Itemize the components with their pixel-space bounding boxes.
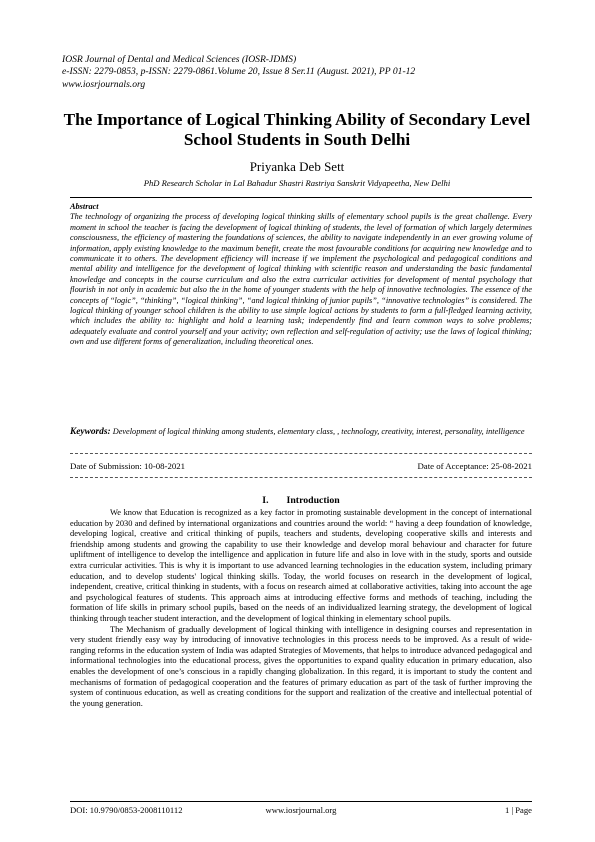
issn-line: e-ISSN: 2279-0853, p-ISSN: 2279-0861.Volume 20, Issue 8 Ser.11 (August. 2021), PP 01-12 xyxy=(62,66,416,78)
journal-header xyxy=(62,54,532,91)
section-heading xyxy=(70,495,532,507)
body-text xyxy=(70,508,532,709)
abstract-block xyxy=(70,202,532,348)
section-number: I. xyxy=(262,495,269,506)
section-title: Introduction xyxy=(286,495,340,506)
journal-website: www.iosrjournals.org xyxy=(62,78,146,90)
footer-website[interactable]: www.iosrjournal.org xyxy=(265,805,337,815)
dashed-divider-bottom xyxy=(70,477,532,478)
footer-doi: DOI: 10.9790/0853-2008110112 xyxy=(70,805,183,815)
top-divider xyxy=(70,197,532,198)
dates-row xyxy=(70,460,532,472)
page-footer xyxy=(70,804,532,816)
acceptance-date: Date of Acceptance: 25-08-2021 xyxy=(417,461,532,471)
submission-date: Date of Submission: 10-08-2021 xyxy=(70,461,186,471)
abstract-text: The technology of organizing the process of developing logical thinking skills of elementary school pupils is the great challenge. Every moment in school the teacher is facing the development of logical thinking of students, the level of formation of which largely determines consciousness, the efficiency of mastering the foundations of sciences, the ability to navigate independently in an ever growing volume of information, apply existing knowledge to the maximum benefit, create the most favourable conditions for acquiring new knowledge and to communicate it to others. The development efficiency will increase if we implement the psychological and pedagogical conditions and mental ability and intelligence for the development of logical thinking with scientific reason and understanding the basic fundamental knowledge and concepts in the course curriculum and also the extra curricular activities for development of mental psychology that flourish in not only in academic but also the in the home of younger students with the help of innovative technologies. The essence of the concepts of “logic”, “thinking”, “logical thinking”, “and logical thinking of junior pupils”, “innovative technologies” is considered. The logical thinking of younger school children is the ability to use simple logical actions by students to form a full-fledged learning activity, which includes the ability to: highlight and hold a learning task; independently find and learn common ways to solve problems; adequately evaluate and control yourself and your activity; own reflection and self-regulation of activity; use the laws of logical thinking; own and use different forms of generalization, including theoretical ones. xyxy=(70,212,532,347)
body-paragraph: We know that Education is recognized as a key factor in promoting sustainable development in the concept of international education by 2030 and defined by international organizations and countries around the world: “ having a deep foundation of knowledge, developing logical, creative and critical thinking of pupils, teachers and students, developing cooperative skills and interests and friendship among students and growing the capability to use their knowledge and develop moral behaviour and character for future upliftment of intelligence to develop the intelligence and application in future life and also in love with in the study, sports and outside extra curricular activities. This is why it is important to use advanced learning technologies in the education system, including primary education, and to develop students' logical thinking skills. Today, the world focuses on research in the development of logical, independent, creative, critical thinking in students, with a focus on research aimed at collaborative activities, taking into account the age and psychological features of students. This approach aims at introducing effective forms and methods of teaching, including the formation of life skills in primary school pupils, based on the needs of an individualized learning strategy, the development of logical thinking through teacher student interaction, and the development of logical thinking in elementary school pupils. xyxy=(70,508,532,623)
keywords-heading: Keywords: xyxy=(70,427,111,437)
abstract-heading: Abstract xyxy=(70,202,99,211)
keywords-text: Development of logical thinking among students, elementary class, , technology, creativity, interest, personality, intelligence xyxy=(112,427,525,436)
paper-title: The Importance of Logical Thinking Ability of Secondary Level School Students in South Delhi xyxy=(63,110,531,149)
journal-name: IOSR Journal of Dental and Medical Sciences (IOSR-JDMS) xyxy=(62,54,297,65)
author-affiliation: PhD Research Scholar in Lal Bahadur Shastri Rastriya Sanskrit Vidyapeetha, New Delhi xyxy=(143,178,451,188)
author-name: Priyanka Deb Sett xyxy=(249,159,345,174)
dashed-divider-top xyxy=(70,453,532,454)
keywords-block xyxy=(70,427,532,437)
body-paragraph: The Mechanism of gradually development of logical thinking with intelligence in designing courses and representation in very student friendly easy way by introducing of innovative technologies in this process needs to be improved. As a result of wide-ranging reforms in the education system of India was adapted Strategies of Movements, that helps to introduce advanced pedagogical and informational technologies into the educational process, gives the opportunities to expand quality education in primary education, also enables the development of one’s conscious in a rapidly changing globalization. In this regard, it is important to study the content and mechanisms of formation of pedagogical cooperation and the features of primary education as part of the task of further improving the system of continuous education, as well as creating conditions for the support and realization of the creative and intellectual potential of the young generation. xyxy=(70,624,532,708)
footer-page-number: 1 | Page xyxy=(504,805,532,815)
footer-divider xyxy=(70,801,532,802)
